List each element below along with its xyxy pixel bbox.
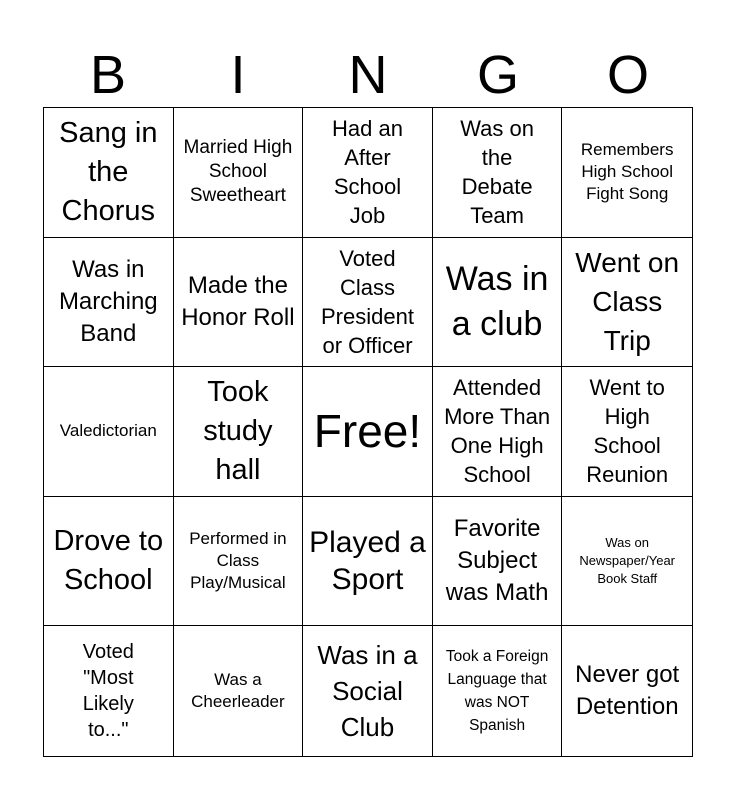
bingo-cell-3-4[interactable]: [433, 367, 563, 497]
cell-label: Voted Class President or Officer: [321, 245, 414, 358]
bingo-cell-1-4[interactable]: [433, 108, 563, 238]
cell-label: Sang in the Chorus: [59, 116, 158, 227]
bingo-cell-5-3[interactable]: [303, 626, 433, 756]
header-letter-g: G: [476, 45, 519, 105]
cell-label: Attended More Than One High School: [444, 375, 551, 488]
bingo-cell-5-4[interactable]: [433, 626, 563, 756]
cell-label: Was a Cheerleader: [191, 670, 285, 712]
bingo-cell-4-2[interactable]: [174, 497, 304, 627]
bingo-cell-1-5[interactable]: [562, 108, 692, 238]
cell-label: Free!: [313, 405, 422, 458]
header-letter-i: I: [230, 45, 246, 105]
cell-label: Took study hall: [203, 375, 273, 486]
header-letter-b: B: [89, 45, 127, 105]
bingo-cell-5-2[interactable]: [174, 626, 304, 756]
cell-label: Drove to School: [53, 525, 164, 597]
bingo-cell-2-4[interactable]: [433, 238, 563, 368]
cell-label: Had an After School Job: [332, 116, 403, 229]
bingo-cell-3-2[interactable]: [174, 367, 304, 497]
bingo-cell-1-3[interactable]: [303, 108, 433, 238]
bingo-cell-5-1[interactable]: [44, 626, 174, 756]
cell-label: Favorite Subject was Math: [445, 515, 549, 607]
bingo-grid: [43, 107, 693, 757]
cell-label: Was on Newspaper/Year Book Staff: [579, 535, 676, 587]
cell-label: Remembers High School Fight Song: [580, 140, 674, 204]
bingo-cell-2-3[interactable]: [303, 238, 433, 368]
bingo-cell-4-3[interactable]: [303, 497, 433, 627]
bingo-cell-2-5[interactable]: [562, 238, 692, 368]
cell-label: Was in Marching Band: [58, 255, 158, 347]
cell-label: Performed in Class Play/Musical: [189, 529, 287, 593]
cell-label: Was in a Social Club: [317, 640, 418, 743]
bingo-cell-3-1[interactable]: [44, 367, 174, 497]
bingo-cell-2-2[interactable]: [174, 238, 304, 368]
bingo-header: [43, 44, 693, 106]
cell-label: Took a Foreign Language that was NOT Spanish: [445, 648, 549, 735]
cell-label: Made the Honor Roll: [181, 271, 295, 331]
cell-label: Went on Class Trip: [575, 247, 680, 357]
header-letter-n: N: [348, 45, 388, 105]
cell-label: Voted "Most Likely to...": [82, 641, 134, 742]
bingo-cell-2-1[interactable]: [44, 238, 174, 368]
bingo-cell-4-1[interactable]: [44, 497, 174, 627]
bingo-cell-4-5[interactable]: [562, 497, 692, 627]
bingo-cell-1-1[interactable]: [44, 108, 174, 238]
cell-label: Married High School Sweetheart: [183, 137, 293, 207]
bingo-cell-3-3[interactable]: [303, 367, 433, 497]
bingo-cell-3-5[interactable]: [562, 367, 692, 497]
cell-label: Was on the Debate Team: [460, 116, 534, 229]
cell-label: Played a Sport: [309, 526, 426, 597]
cell-label: Was in a club: [445, 259, 549, 343]
bingo-cell-1-2[interactable]: [174, 108, 304, 238]
bingo-cell-5-5[interactable]: [562, 626, 692, 756]
header-letter-o: O: [606, 45, 649, 105]
cell-label: Valedictorian: [59, 421, 157, 441]
bingo-cell-4-4[interactable]: [433, 497, 563, 627]
cell-label: Went to High School Reunion: [586, 375, 669, 488]
cell-label: Never got Detention: [575, 661, 680, 721]
